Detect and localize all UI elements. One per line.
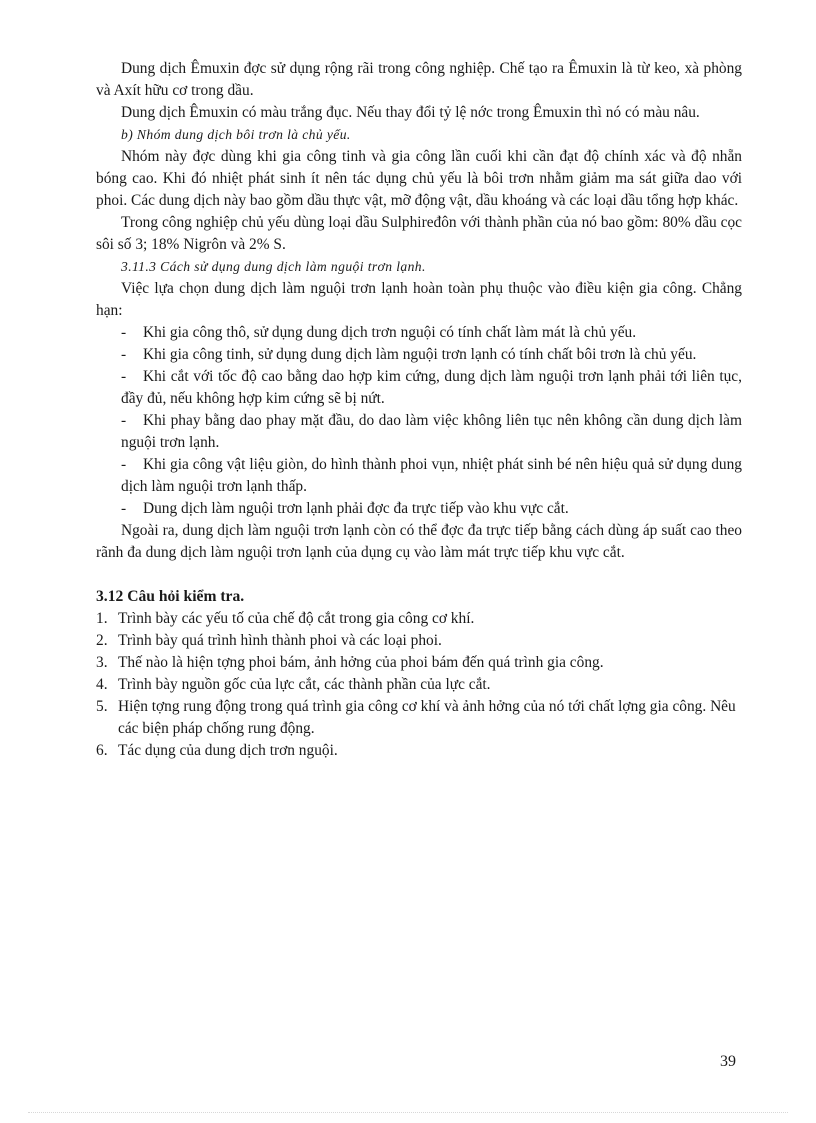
bullet-item xyxy=(96,454,742,498)
bullet-text: Dung dịch làm nguội trơn lạnh phải đợc đa trực tiếp vào khu vực cắt. xyxy=(143,500,569,517)
question-number: 5. xyxy=(96,698,108,715)
question-number: 3. xyxy=(96,654,108,671)
paragraph-emulsion-color: Dung dịch Êmuxin có màu trắng đục. Nếu thay đổi tỷ lệ nớc trong Êmuxin thì nó có màu nâu. xyxy=(121,104,700,121)
bullet-text: Khi cắt với tốc độ cao bằng dao hợp kim cứng, dung dịch làm nguội trơn lạnh phải tới liên tục, đầy đủ, nếu không hợp kim cứng sẽ bị nứt. xyxy=(121,368,742,407)
bullet-dash: - xyxy=(121,412,127,429)
question-item xyxy=(96,674,742,696)
bullet-text: Khi gia công vật liệu giòn, do hình thành phoi vụn, nhiệt phát sinh bé nên hiệu quả sử dụng dung dịch làm nguội trơn lạnh thấp. xyxy=(121,456,742,495)
paragraph-emulsion-usage: Dung dịch Êmuxin đợc sử dụng rộng rãi trong công nghiệp. Chế tạo ra Êmuxin là từ keo, xà phòng và Axít hữu cơ trong dầu. xyxy=(96,60,742,99)
question-number: 2. xyxy=(96,632,108,649)
bullet-dash: - xyxy=(121,324,127,341)
paragraph-usage-intro: Việc lựa chọn dung dịch làm nguội trơn lạnh hoàn toàn phụ thuộc vào điều kiện gia công. Chẳng hạn: xyxy=(96,280,742,319)
page-number: 39 xyxy=(720,1053,736,1070)
question-text: Tác dụng của dung dịch trơn nguội. xyxy=(118,742,338,759)
bullet-item xyxy=(96,344,742,366)
paragraph-sulphiredon: Trong công nghiệp chủ yếu dùng loại dầu Sulphiređôn với thành phần của nó bao gồm: 80% dầu cọc sôi số 3; 18% Nigrôn và 2% S. xyxy=(96,214,742,253)
bullet-item xyxy=(96,366,742,410)
bullet-item xyxy=(96,322,742,344)
paragraph-high-pressure: Ngoài ra, dung dịch làm nguội trơn lạnh còn có thể đợc đa trực tiếp bằng cách dùng áp suất cao theo rãnh đa dung dịch làm nguội trơn lạnh của dụng cụ vào làm mát trực tiếp khu vực cắt. xyxy=(96,522,742,561)
bottom-divider xyxy=(28,1112,788,1113)
question-item xyxy=(96,740,742,762)
bullet-text: Khi phay bằng dao phay mặt đầu, do dao làm việc không liên tục nên không cần dung dịch làm nguội trơn lạnh. xyxy=(121,412,742,451)
bullet-text: Khi gia công thô, sử dụng dung dịch trơn nguội có tính chất làm mát là chủ yếu. xyxy=(143,324,637,341)
document-page xyxy=(96,58,742,762)
paragraph-lubricant-group: Nhóm này đợc dùng khi gia công tinh và gia công lần cuối khi cần đạt độ chính xác và độ nhẵn bóng cao. Khi đó nhiệt phát sinh ít nên tác dụng chủ yếu là bôi trơn nhằm giảm ma sát giữa dao với phoi. Các dung dịch này bao gồm dầu thực vật, mỡ động vật, dầu khoáng và các loại dầu tổng hợp khác. xyxy=(96,148,742,209)
question-item xyxy=(96,696,742,740)
bullet-dash: - xyxy=(121,346,127,363)
bullet-item xyxy=(96,410,742,454)
question-number: 1. xyxy=(96,610,108,627)
bullet-dash: - xyxy=(121,500,127,517)
question-item xyxy=(96,608,742,630)
bullet-item xyxy=(96,498,742,520)
question-text: Trình bày các yếu tố của chế độ cắt trong gia công cơ khí. xyxy=(118,610,475,627)
question-item xyxy=(96,652,742,674)
question-item xyxy=(96,630,742,652)
subheading-usage: 3.11.3 Cách sử dụng dung dịch làm nguội trơn lạnh. xyxy=(121,259,426,274)
bullet-dash: - xyxy=(121,368,127,385)
question-number: 4. xyxy=(96,676,108,693)
bullet-text: Khi gia công tinh, sử dụng dung dịch làm nguội trơn lạnh có tính chất bôi trơn là chủ yếu. xyxy=(143,346,697,363)
question-text: Trình bày nguồn gốc của lực cắt, các thành phần của lực cắt. xyxy=(118,676,491,693)
subheading-lubricant-group: b) Nhóm dung dịch bôi trơn là chủ yếu. xyxy=(121,127,351,142)
bullet-dash: - xyxy=(121,456,127,473)
section-title-review-questions: 3.12 Câu hỏi kiểm tra. xyxy=(96,588,245,605)
question-text: Hiện tợng rung động trong quá trình gia công cơ khí và ảnh hởng của nó tới chất lợng gia công. Nêu các biện pháp chống rung động. xyxy=(118,698,736,737)
question-number: 6. xyxy=(96,742,108,759)
question-text: Thế nào là hiện tợng phoi bám, ảnh hởng của phoi bám đến quá trình gia công. xyxy=(118,654,604,671)
question-text: Trình bày quá trình hình thành phoi và các loại phoi. xyxy=(118,632,442,649)
